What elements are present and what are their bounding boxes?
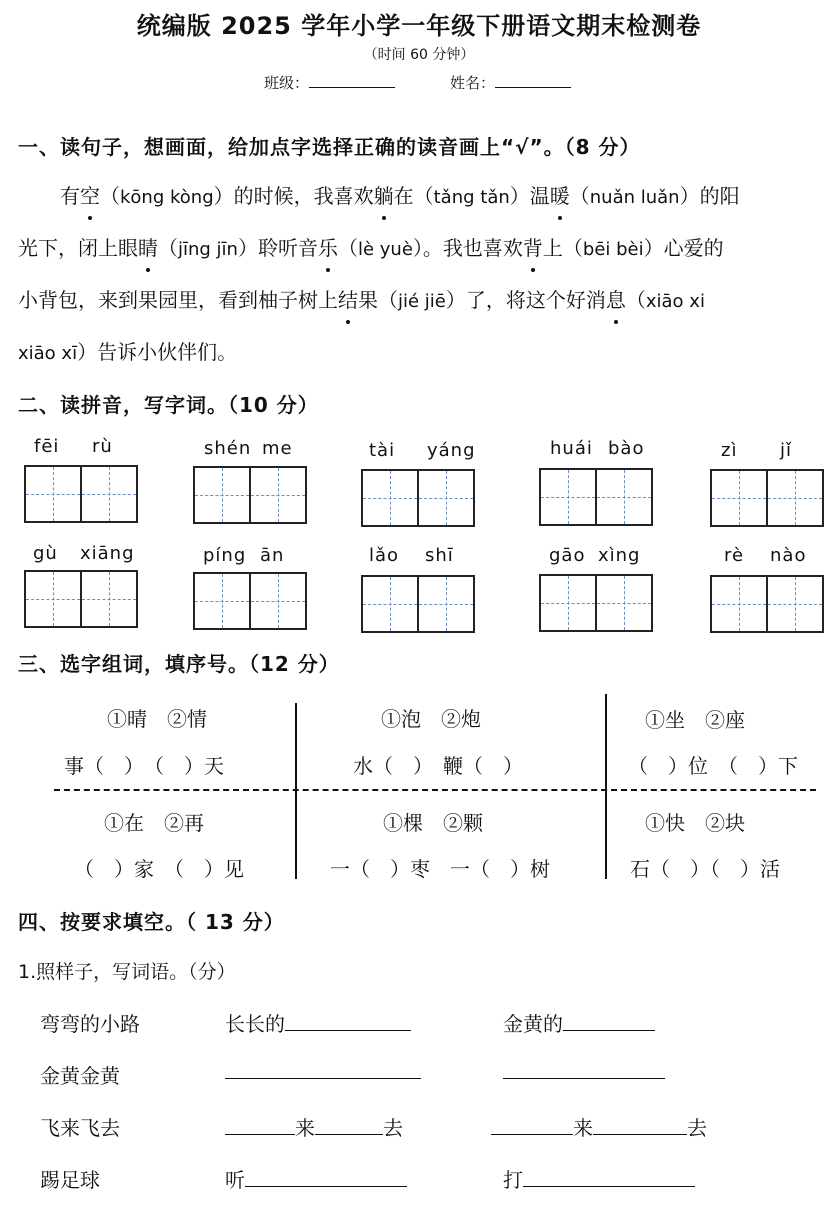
example-word: 金黄金黄 <box>40 1064 120 1088</box>
passage-line-3: 小背包，来到果园里，看到柚子树上结果（jié jiē）了，将这个好消息（xiāo xi <box>18 275 830 327</box>
fill-item: 来 去 <box>225 1112 403 1141</box>
pinyin-choice[interactable]: kōng kòng <box>120 187 214 208</box>
answer-blank[interactable] <box>245 1168 407 1187</box>
writing-grid[interactable] <box>24 570 138 628</box>
section1-heading: 一、读句子，想画面，给加点字选择正确的读音画上“√”。（8 分） <box>18 135 641 159</box>
dotted-char: 空 <box>80 171 100 222</box>
char-options: ①快 ②块 <box>645 811 745 835</box>
dashed-divider <box>54 789 816 791</box>
passage-line-1: 有空（kōng kòng）的时候，我喜欢躺在（tǎng tǎn）温暖（nuǎn luǎn）的阳 <box>18 171 830 223</box>
class-label: 班级： <box>264 74 310 92</box>
char-options: ①棵 ②颗 <box>383 811 483 835</box>
fill-item: 金黄的 <box>503 1008 655 1037</box>
example-word: 踢足球 <box>40 1168 100 1192</box>
fill-item <box>225 1060 421 1084</box>
char-options: ①晴 ②情 <box>107 707 207 731</box>
dotted-char: 睛 <box>138 223 158 274</box>
char-options: ①泡 ②炮 <box>381 707 481 731</box>
word-blanks[interactable]: 一（ ）枣 一（ ）树 <box>330 857 550 881</box>
fill-item: 打 <box>503 1164 695 1193</box>
pinyin: jǐ <box>780 440 793 461</box>
dotted-char: 躺 <box>374 171 394 222</box>
answer-blank[interactable] <box>523 1168 695 1187</box>
writing-grid[interactable] <box>539 574 653 632</box>
answer-blank[interactable] <box>563 1012 655 1031</box>
section3-heading: 三、选字组词，填序号。（12 分） <box>18 652 340 676</box>
writing-grid[interactable] <box>24 465 138 523</box>
name-field <box>450 72 571 93</box>
writing-grid[interactable] <box>539 468 653 526</box>
answer-blank[interactable] <box>491 1116 573 1135</box>
writing-grid[interactable] <box>361 469 475 527</box>
writing-grid[interactable] <box>193 572 307 630</box>
pinyin: píng <box>203 545 247 566</box>
dotted-char: 结 <box>338 275 358 326</box>
answer-blank[interactable] <box>593 1116 687 1135</box>
fill-item <box>503 1060 665 1084</box>
fill-item: 听 <box>225 1164 407 1193</box>
section4-heading: 四、按要求填空。（ 13 分） <box>18 910 285 934</box>
word-blanks[interactable]: 事（ ） （ ）天 <box>64 754 224 778</box>
char-options: ①坐 ②座 <box>645 708 745 732</box>
pinyin: rè <box>724 545 745 566</box>
char-options: ①在 ②再 <box>104 811 204 835</box>
pinyin-choice[interactable]: tǎng tǎn <box>433 187 510 208</box>
class-field <box>264 72 395 93</box>
word-blanks[interactable]: （ ）位 （ ）下 <box>628 754 798 778</box>
passage-line-2: 光下，闭上眼睛（jīng jīn）聆听音乐（lè yuè）。我也喜欢背上（bēi bèi）心爱的 <box>18 223 830 275</box>
pinyin-choice[interactable]: nuǎn luǎn <box>589 187 680 208</box>
pinyin: xìng <box>598 545 641 566</box>
writing-grid[interactable] <box>710 469 824 527</box>
pinyin: shén <box>204 438 252 459</box>
dotted-char: 乐 <box>318 223 338 274</box>
dotted-char: 暖 <box>550 171 570 222</box>
class-blank[interactable] <box>309 73 395 88</box>
pinyin: fēi <box>34 436 60 457</box>
writing-grid[interactable] <box>710 575 824 633</box>
fill-item: 长长的 <box>225 1008 411 1037</box>
pinyin-choice[interactable]: lè yuè <box>357 239 413 260</box>
pinyin: tài <box>369 440 396 461</box>
example-word: 弯弯的小路 <box>40 1012 140 1036</box>
dotted-char: 背 <box>523 223 543 274</box>
pinyin-choice[interactable]: xiāo xi <box>645 291 705 312</box>
section2-heading: 二、读拼音，写字词。（10 分） <box>18 393 319 417</box>
pinyin: rù <box>92 436 113 457</box>
writing-grid[interactable] <box>361 575 475 633</box>
pinyin-choice[interactable]: jīng jīn <box>178 239 238 260</box>
pinyin: zì <box>721 440 738 461</box>
pinyin: ān <box>260 545 285 566</box>
pinyin-choice[interactable]: jié jiē <box>398 291 446 312</box>
exam-time: （时间 60 分钟） <box>363 47 475 63</box>
name-blank[interactable] <box>495 73 571 88</box>
writing-grid[interactable] <box>193 466 307 524</box>
pinyin: huái <box>550 438 593 459</box>
example-word: 飞来飞去 <box>40 1116 120 1140</box>
divider <box>605 694 607 879</box>
passage-line-4: xiāo xī）告诉小伙伴们。 <box>18 340 238 364</box>
pinyin: yáng <box>427 440 476 461</box>
pinyin: nào <box>770 545 807 566</box>
word-blanks[interactable]: 水（ ） 鞭（ ） <box>353 754 523 778</box>
word-blanks[interactable]: 石（ ）（ ）活 <box>630 857 780 881</box>
pinyin: bào <box>608 438 645 459</box>
answer-blank[interactable] <box>315 1116 383 1135</box>
pinyin-choice[interactable]: bēi bèi <box>582 239 644 260</box>
answer-blank[interactable] <box>225 1116 295 1135</box>
pinyin: shī <box>425 545 454 566</box>
dotted-char: 息 <box>606 275 626 326</box>
pinyin: me <box>262 438 293 459</box>
pinyin: gù <box>33 543 58 564</box>
section1-passage <box>18 171 830 379</box>
answer-blank[interactable] <box>503 1060 665 1079</box>
fill-item: 来 去 <box>491 1112 707 1141</box>
word-blanks[interactable]: （ ）家 （ ）见 <box>74 857 244 881</box>
answer-blank[interactable] <box>225 1060 421 1079</box>
name-label: 姓名： <box>450 74 496 92</box>
sub-question-1: 1.照样子，写词语。（分） <box>18 961 236 983</box>
pinyin: gāo <box>549 545 586 566</box>
pinyin-choice[interactable]: xiāo xī <box>18 343 78 364</box>
answer-blank[interactable] <box>285 1012 411 1031</box>
pinyin: lǎo <box>369 545 400 566</box>
divider <box>295 703 297 879</box>
page-title: 统编版 2025 学年小学一年级下册语文期末检测卷 <box>136 12 702 40</box>
pinyin: xiāng <box>80 543 135 564</box>
